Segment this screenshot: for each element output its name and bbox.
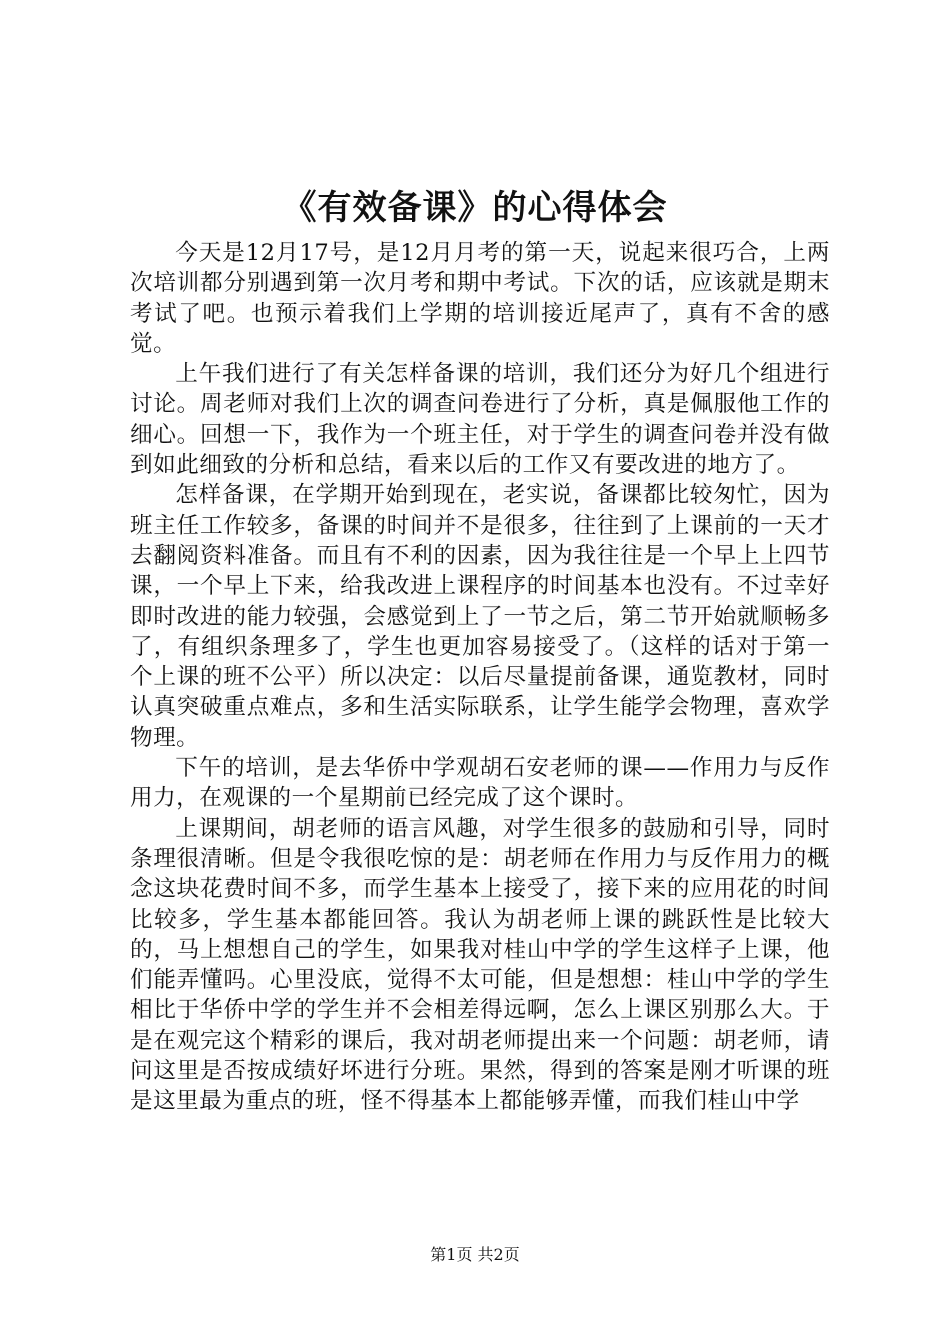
paragraph-4: 下午的培训，是去华侨中学观胡石安老师的课——作用力与反作用力，在观课的一个星期前已经完成了这个课时。 [130,755,830,812]
page-number-footer: 第1页 共2页 [430,1245,520,1264]
paragraph-2: 上午我们进行了有关怎样备课的培训，我们还分为好几个组进行讨论。周老师对我们上次的调查问卷进行了分析，真是佩服他工作的细心。回想一下，我作为一个班主任，对于学生的调查问卷并没有做到如此细致的分析和总结，看来以后的工作又有要改进的地方了。 [130,361,830,479]
document-title: 《有效备课》的心得体会 [282,188,668,228]
paragraph-3: 怎样备课，在学期开始到现在，老实说，备课都比较匆忙，因为班主任工作较多，备课的时间并不是很多，往往到了上课前的一天才去翻阅资料准备。而且有不利的因素，因为我往往是一个早上上四节课，一个早上下来，给我改进上课程序的时间基本也没有。不过幸好即时改进的能力较强，会感觉到上了一节之后，第二节开始就顺畅多了，有组织条理多了，学生也更加容易接受了。（这样的话对于第一个上课的班不公平）所以决定：以后尽量提前备课，通览教材，同时认真突破重点难点，多和生活实际联系，让学生能学会物理，喜欢学物理。 [130,482,830,751]
paragraph-5: 上课期间，胡老师的语言风趣，对学生很多的鼓励和引导，同时条理很清晰。但是令我很吃惊的是：胡老师在作用力与反作用力的概念这块花费时间不多，而学生基本上接受了，接下来的应用花的时间比较多，学生基本都能回答。我认为胡老师上课的跳跃性是比较大的，马上想想自己的学生，如果我对桂山中学的学生这样子上课，他们能弄懂吗。心里没底，觉得不太可能，但是想想：桂山中学的学生相比于华侨中学的学生并不会相差得远啊，怎么上课区别那么大。于是在观完这个精彩的课后，我对胡老师提出来一个问题：胡老师，请问这里是否按成绩好坏进行分班。果然，得到的答案是刚才听课的班是这里最为重点的班，怪不得基本上都能够弄懂，而我们桂山中学 [130,815,830,1115]
document-body [130,238,830,1117]
paragraph-1: 今天是12月17号，是12月月考的第一天，说起来很巧合，上两次培训都分别遇到第一次月考和期中考试。下次的话，应该就是期末考试了吧。也预示着我们上学期的培训接近尾声了，真有不舍的感觉。 [130,240,830,357]
